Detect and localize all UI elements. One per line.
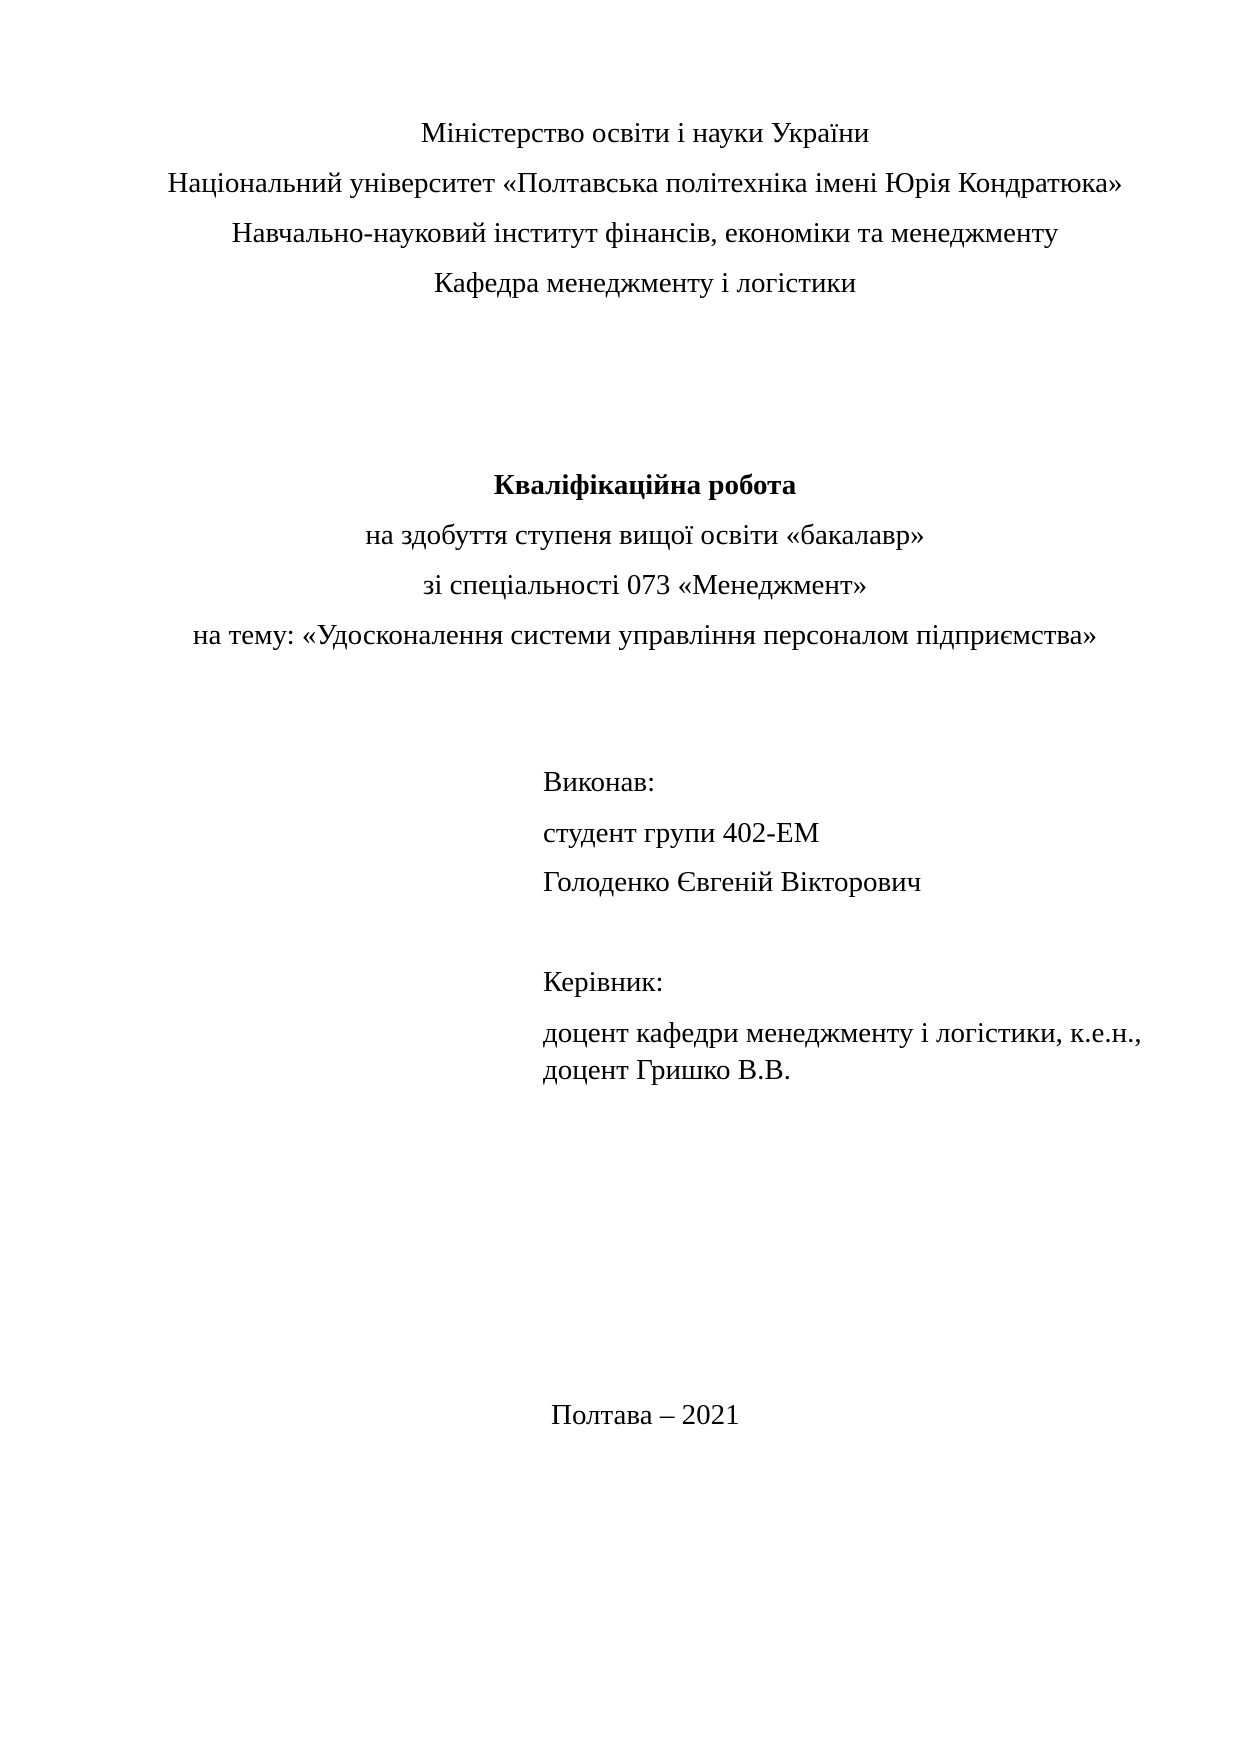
author-label: Виконав: [543,766,656,798]
supervisor-position: доцент кафедри менеджменту і логістики, к.е.н., [543,1017,1142,1049]
department-line: Кафедра менеджменту і логістики [433,267,857,299]
author-group: студент групи 402-ЕМ [543,817,820,849]
supervisor-label: Керівник: [543,966,664,998]
author-name: Голоденко Євгеній Вікторович [543,866,922,898]
specialty-line: зі спеціальності 073 «Менеджмент» [422,569,868,601]
topic-line: на тему: «Удосконалення системи управління персоналом підприємства» [192,619,1098,651]
supervisor-name: доцент Гришко В.В. [543,1054,791,1086]
institute-line: Навчально-науковий інститут фінансів, економіки та менеджменту [231,217,1059,249]
city-year: Полтава – 2021 [551,1399,740,1431]
degree-line: на здобуття ступеня вищої освіти «бакалавр» [365,519,925,551]
thesis-title: Кваліфікаційна робота [493,469,797,501]
ministry-line: Міністерство освіти і науки України [420,117,870,149]
university-line: Національний університет «Полтавська політехніка імені Юрія Кондратюка» [167,167,1123,199]
